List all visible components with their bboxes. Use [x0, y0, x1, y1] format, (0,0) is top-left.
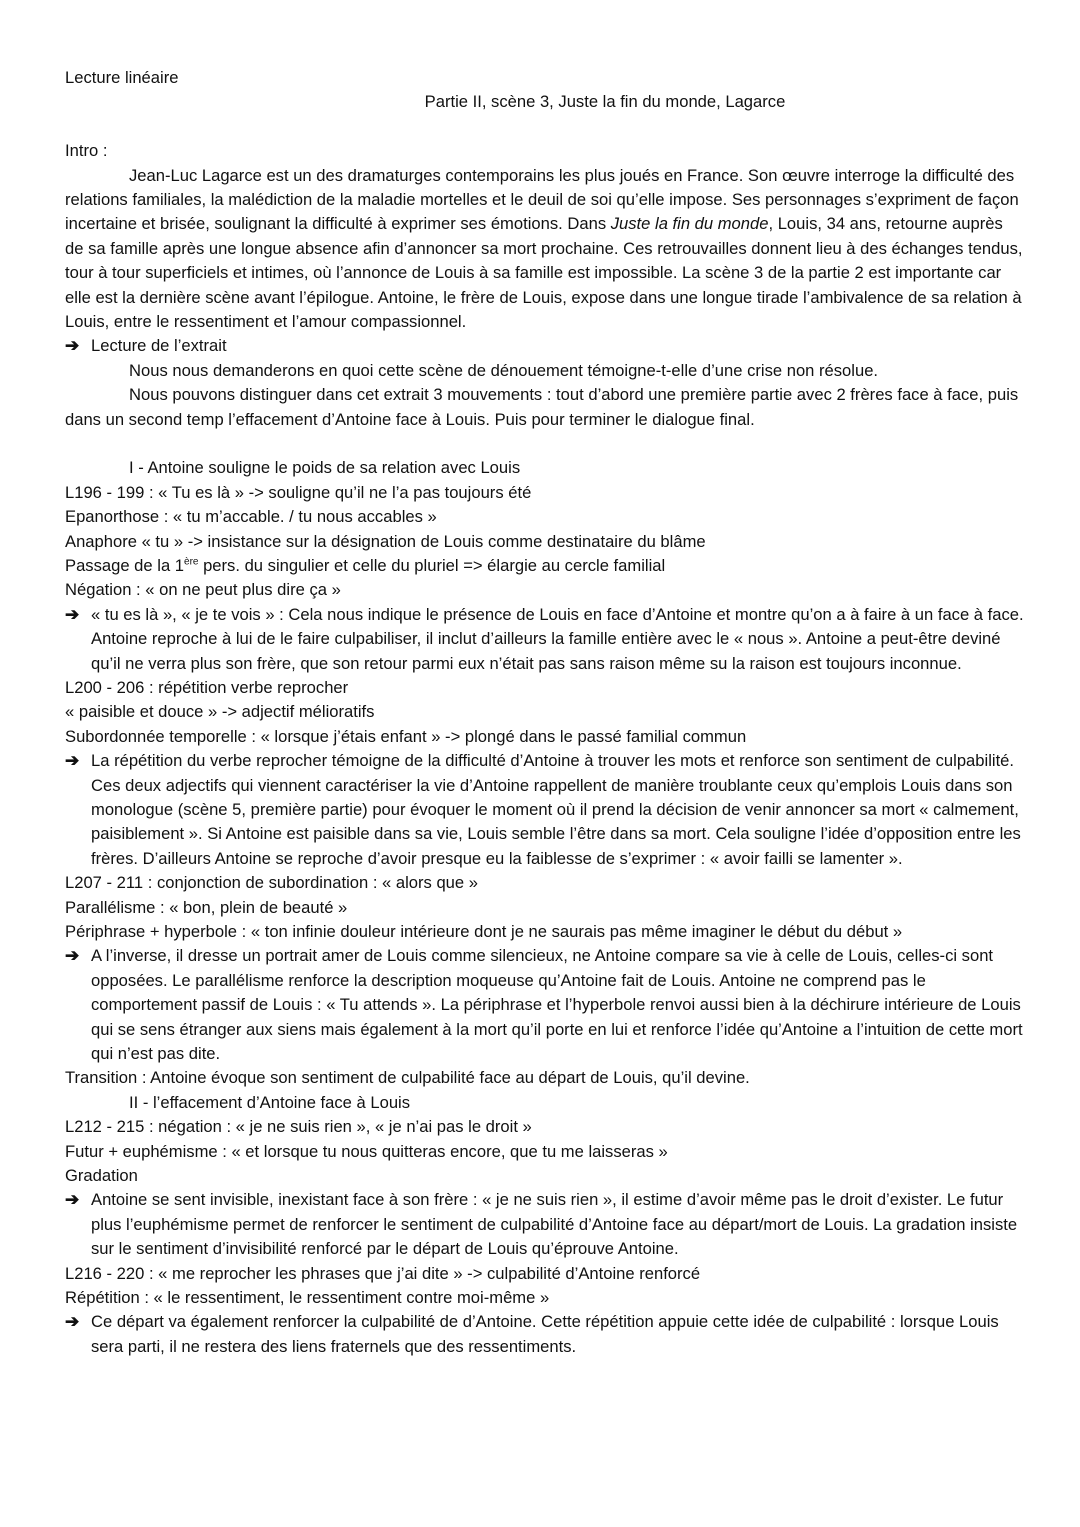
commentary-text: A l’inverse, il dresse un portrait amer de Louis comme silencieux, ne Antoine compare sa vie à celle de Louis, celles-ci sont opposées. Le parallélisme renforce la description moqueuse qu’Antoine fait de Louis. Antoine ne comprend pas le comportement passif de Louis : « Tu attends ». La périphrase et l’hyperbole renvoi aussi bien à la déchirure intérieure de Louis qui se sens étranger aux siens mais également à la mort qu’il porte en lui et renforce l’idée qu’Antoine a l’intuition de cette mort qui n’est pas dite.: [91, 946, 1023, 1063]
analysis-line: [65, 554, 1025, 578]
analysis-line: « paisible et douce » -> adjectif mélioratifs: [65, 702, 375, 722]
analysis-line: L212 - 215 : négation : « je ne suis rien », « je n’ai pas le droit »: [65, 1117, 532, 1137]
spacer: [65, 115, 1025, 139]
analysis-text: Passage de la 1: [65, 555, 185, 575]
commentary-item: [65, 603, 1025, 676]
intro-text-a: Jean-Luc Lagarce est un des dramaturges contemporains les plus joués en France. Son œuvre interroge la difficulté des relations familiales, la malédiction de la maladie mortelles et le deuil de soi qu’elle impose. Ses personnages s’expriment de façon incertaine et brisée, soulignant la difficulté à exprimer ses émotions. Dans: [65, 165, 1019, 234]
document-body: [65, 66, 1025, 1359]
part2-heading: II - l’effacement d’Antoine face à Louis: [129, 1092, 411, 1112]
analysis-line: L196 - 199 : « Tu es là » -> souligne qu’il ne l’a pas toujours été: [65, 482, 532, 502]
arrow-icon: ➔: [65, 946, 80, 966]
commentary-text: Ce départ va également renforcer la culpabilité de d’Antoine. Cette répétition appuie cette idée de culpabilité : lorsque Louis sera parti, il ne restera des liens fraternels que des ressentiments.: [91, 1312, 999, 1356]
reading-arrow-item: [65, 334, 1025, 358]
analysis-line: Répétition : « le ressentiment, le ressentiment contre moi-même »: [65, 1287, 550, 1307]
commentary-text: « tu es là », « je te vois » : Cela nous indique le présence de Louis en face d’Antoine et montre qu’on a à faire à un face à face. Antoine reproche à lui de le faire culpabiliser, il inclut d’ailleurs la famille entière avec le « nous ». Antoine a peut-être deviné qu’il ne verra plus son frère, que son retour parmi eux n’était pas sans raison même su la raison est toujours inconnue.: [91, 604, 1024, 673]
document-label: Lecture linéaire: [65, 68, 179, 87]
commentary-text: Antoine se sent invisible, inexistant face à son frère : « je ne suis rien », il estime d’avoir même pas le droit d’exister. Le futur plus l’euphémisme permet de renforcer le sentiment de culpabilité d’Antoine face au départ/mort de Louis. La gradation insiste sur le sentiment d’invisibilité renforcé par le départ de Louis qu’éprouve Antoine.: [91, 1190, 1018, 1259]
intro-text-b: , Louis, 34 ans, retourne auprès de sa famille après une longue absence afin d’annoncer sa mort prochaine. Ces retrouvailles donnent lieu à des échanges tendus, tour à tour superficiels et intimes, où l’annonce de Louis à sa famille est impossible. La scène 3 de la partie 2 est importante car elle est la dernière scène avant l’épilogue. Antoine, le frère de Louis, expose dans une longue tirade l’ambivalence de sa relation à Louis, entre le ressentiment et l’amour compassionnel.: [65, 214, 1023, 331]
analysis-line: Futur + euphémisme : « et lorsque tu nous quitteras encore, que tu me laisseras »: [65, 1141, 668, 1161]
analysis-line: Négation : « on ne peut plus dire ça »: [65, 580, 341, 600]
arrow-icon: ➔: [65, 336, 80, 356]
part1-heading: I - Antoine souligne le poids de sa relation avec Louis: [129, 458, 521, 478]
intro-paragraph: [65, 164, 1025, 335]
plan-paragraph: Nous pouvons distinguer dans cet extrait 3 mouvements : tout d’abord une première partie avec 2 frères face à face, puis dans un second temp l’effacement d’Antoine face à Louis. Puis pour terminer le dialogue final.: [65, 385, 1019, 429]
analysis-line: L200 - 206 : répétition verbe reprocher: [65, 677, 349, 697]
analysis-line: L216 - 220 : « me reprocher les phrases que j’ai dite » -> culpabilité d’Antoine renforcé: [65, 1263, 701, 1283]
superscript: ère: [184, 556, 199, 568]
commentary-item: [65, 1188, 1025, 1261]
document-title: Partie II, scène 3, Juste la fin du monde, Lagarce: [424, 92, 786, 112]
arrow-icon: ➔: [65, 1312, 80, 1332]
analysis-line: L207 - 211 : conjonction de subordination : « alors que »: [65, 873, 478, 893]
arrow-icon: ➔: [65, 604, 80, 624]
intro-work-title: Juste la fin du monde: [610, 214, 769, 234]
transition-line: Transition : Antoine évoque son sentiment de culpabilité face au départ de Louis, qu’il devine.: [65, 1068, 750, 1088]
arrow-icon: ➔: [65, 1190, 80, 1210]
spacer: [65, 432, 1025, 456]
problematique-paragraph: Nous nous demanderons en quoi cette scène de dénouement témoigne-t-elle d’une crise non résolue.: [129, 360, 879, 380]
analysis-text: pers. du singulier et celle du pluriel => élargie au cercle familial: [198, 555, 666, 575]
arrow-icon: ➔: [65, 751, 80, 771]
analysis-line: Subordonnée temporelle : « lorsque j’étais enfant » -> plongé dans le passé familial commun: [65, 726, 747, 746]
analysis-line: Epanorthose : « tu m’accable. / tu nous accables »: [65, 507, 437, 527]
reading-text: Lecture de l’extrait: [91, 336, 227, 356]
commentary-item: [65, 944, 1025, 1066]
commentary-item: [65, 749, 1025, 871]
analysis-line: Parallélisme : « bon, plein de beauté »: [65, 897, 348, 917]
analysis-line: Gradation: [65, 1165, 138, 1185]
intro-label: Intro :: [65, 141, 108, 161]
commentary-item: [65, 1310, 1025, 1359]
analysis-line: Périphrase + hyperbole : « ton infinie douleur intérieure dont je ne saurais pas même imaginer le début du début »: [65, 921, 903, 941]
commentary-text: La répétition du verbe reprocher témoigne de la difficulté d’Antoine à trouver les mots et renforce son sentiment de culpabilité. Ces deux adjectifs qui viennent caractériser la vie d’Antoine rappellent de manière troublante ceux qu’emplois Louis dans son monologue (scène 5, première partie) pour évoquer le moment où il prend la décision de venir annoncer sa mort « calmement, paisiblement ». Si Antoine est paisible dans sa vie, Louis semble l’être dans sa mort. Cela souligne l’idée d’opposition entre les frères. D’ailleurs Antoine se reproche d’avoir presque eu la faiblesse de s’exprimer : « avoir failli se lamenter ».: [91, 751, 1021, 868]
analysis-line: Anaphore « tu » -> insistance sur la désignation de Louis comme destinataire du blâme: [65, 531, 706, 551]
